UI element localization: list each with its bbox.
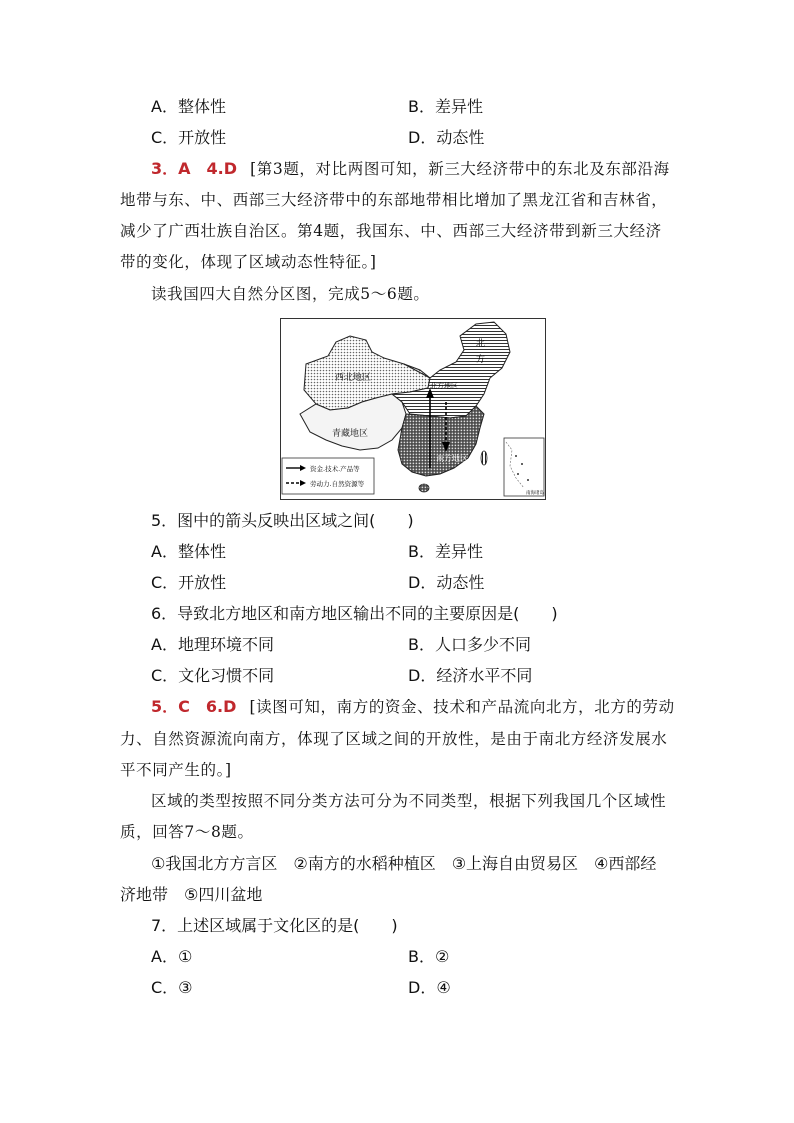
q7-option-b: B．② (408, 947, 450, 966)
q6-option-b: B．人口多少不同 (408, 635, 531, 654)
answer-3-4-line4: 带的变化，体现了区域动态性特征。] (120, 253, 377, 271)
q4-option-d: D．动态性 (408, 128, 485, 147)
answer-5-6-line3: 平不同产生的。] (120, 761, 232, 779)
answer-3-4-line3: 减少了广西壮族自治区。第4题，我国东、中、西部三大经济带到新三大经济 (120, 222, 662, 240)
q7-stem: 7．上述区域属于文化区的是( ) (151, 916, 398, 935)
label-north-char-1: 北 (476, 339, 486, 349)
label-north: 北方地区 (430, 382, 458, 390)
q4-option-b: B．差异性 (408, 97, 483, 116)
map-svg (280, 318, 546, 500)
taiwan-island (481, 451, 487, 465)
q5-option-a: A．整体性 (151, 542, 226, 561)
answer-5-6-line2: 力、自然资源流向南方，体现了区域之间的开放性，是由于南北方经济发展水 (120, 730, 668, 748)
q6-stem: 6．导致北方地区和南方地区输出不同的主要原因是( ) (151, 604, 558, 623)
intro-5-6: 读我国四大自然分区图，完成5～6题。 (151, 285, 430, 303)
answer-3-4-first-line (151, 159, 670, 179)
answer-3-4-line1: [第3题，对比两图可知，新三大经济带中的东北及东部沿海 (250, 160, 670, 178)
q6-option-d: D．经济水平不同 (408, 666, 533, 685)
q5-stem: 5．图中的箭头反映出区域之间( ) (151, 511, 414, 530)
legend-box (282, 458, 374, 494)
q7-option-c: C．③ (151, 978, 193, 997)
legend-item-1: 资金.技术.产品等 (310, 465, 360, 473)
label-south: 南方地区 (436, 454, 468, 463)
south-sea-inset (504, 438, 544, 496)
china-regions-map (280, 318, 546, 500)
inset-label: 南海诸岛 (526, 491, 544, 496)
q5-option-d: D．动态性 (408, 573, 485, 592)
answer-5-6-label: 5．C 6.D (151, 697, 237, 716)
q5-option-c: C．开放性 (151, 573, 227, 592)
q6-option-c: C．文化习惯不同 (151, 666, 275, 685)
q5-option-b: B．差异性 (408, 542, 483, 561)
regions-list-line1: ①我国北方方言区 ②南方的水稻种植区 ③上海自由贸易区 ④西部经 (151, 854, 657, 873)
q7-option-d: D．④ (408, 978, 451, 997)
legend-item-2: 劳动力.自然资源等 (310, 480, 365, 488)
label-northwest: 西北地区 (335, 373, 372, 383)
answer-3-4-label: 3．A 4.D (151, 159, 238, 178)
intro-7-8-line2: 质，回答7～8题。 (120, 823, 254, 841)
answer-3-4-line2: 地带与东、中、西部三大经济带中的东部地带相比增加了黑龙江省和吉林省， (120, 191, 668, 209)
label-qingzang: 青藏地区 (332, 429, 369, 439)
regions-list-line2: 济地带 ⑤四川盆地 (120, 885, 263, 904)
answer-5-6-line1: [读图可知，南方的资金、技术和产品流向北方，北方的劳动 (249, 698, 675, 716)
label-north-char-2: 方 (476, 355, 486, 365)
answer-5-6-first-line (151, 697, 675, 717)
q4-option-c: C．开放性 (151, 128, 227, 147)
q4-option-a: A．整体性 (151, 97, 226, 116)
q6-option-a: A．地理环境不同 (151, 635, 274, 654)
hainan-island (419, 484, 429, 492)
intro-7-8-line1: 区域的类型按照不同分类方法可分为不同类型，根据下列我国几个区域性 (151, 792, 667, 810)
q7-option-a: A．① (151, 947, 193, 966)
